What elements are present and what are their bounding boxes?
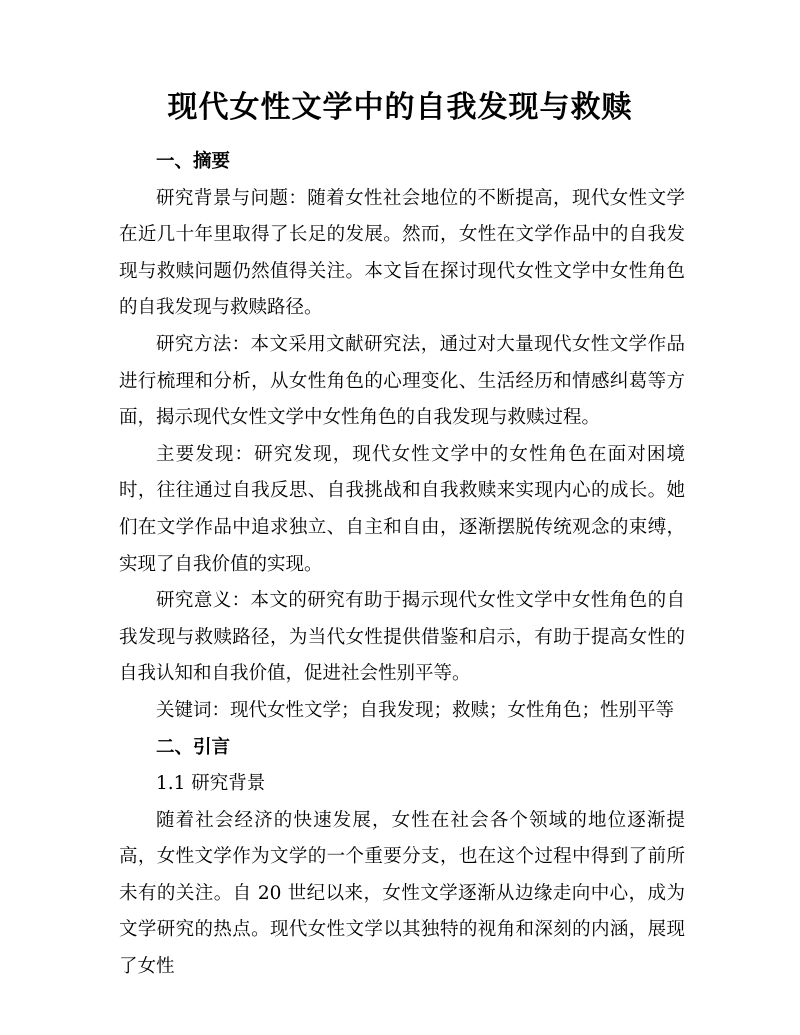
abstract-keywords: 关键词：现代女性文学；自我发现；救赎；女性角色；性别平等 [156,699,675,721]
document-body [119,144,685,986]
intro-paragraph-1: 随着社会经济的快速发展，女性在社会各个领域的地位逐渐提高，女性文学作为文学的一个重要分支，也在这个过程中得到了前所未有的关注。自 20 世纪以来，女性文学逐渐从边缘走向中心，成为文学研究的热点。现代女性文学以其独特的视角和深刻的内涵，展现了女性 [119,809,685,978]
abstract-paragraph-findings: 主要发现：研究发现，现代女性文学中的女性角色在面对困境时，往往通过自我反思、自我挑战和自我救赎来实现内心的成长。她们在文学作品中追求独立、自主和自由，逐渐摆脱传统观念的束缚，实现了自我价值的实现。 [119,443,685,575]
subsection-heading-background: 1.1 研究背景 [156,773,266,795]
section-heading-introduction: 二、引言 [156,736,231,758]
abstract-paragraph-method: 研究方法：本文采用文献研究法，通过对大量现代女性文学作品进行梳理和分析，从女性角色的心理变化、生活经历和情感纠葛等方面，揭示现代女性文学中女性角色的自我发现与救赎过程。 [119,333,685,429]
abstract-paragraph-background: 研究背景与问题：随着女性社会地位的不断提高，现代女性文学在近几十年里取得了长足的发展。然而，女性在文学作品中的自我发现与救赎问题仍然值得关注。本文旨在探讨现代女性文学中女性角色的自我发现与救赎路径。 [119,187,685,319]
document-title: 现代女性文学中的自我发现与救赎 [167,90,633,125]
section-heading-abstract: 一、摘要 [156,151,231,172]
abstract-paragraph-significance: 研究意义：本文的研究有助于揭示现代女性文学中女性角色的自我发现与救赎路径，为当代女性提供借鉴和启示，有助于提高女性的自我认知和自我价值，促进社会性别平等。 [119,590,685,685]
